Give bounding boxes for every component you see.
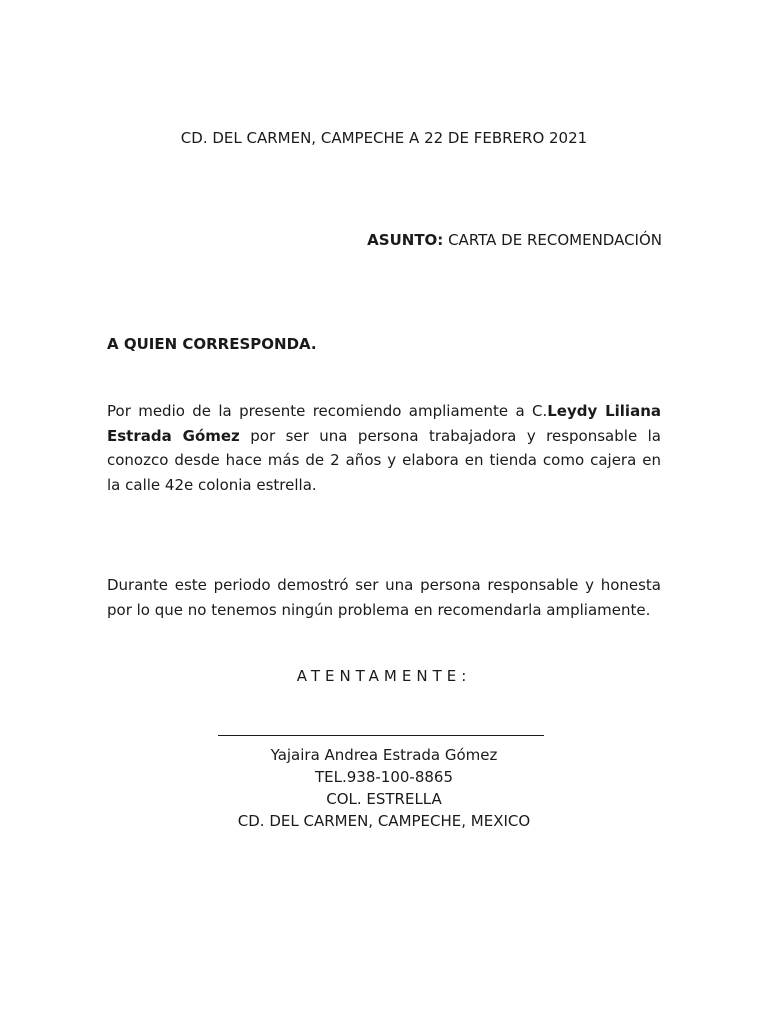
subject-label: ASUNTO: (367, 231, 444, 249)
salutation: A QUIEN CORRESPONDA. (107, 335, 317, 353)
signer-phone: TEL.938-100-8865 (314, 768, 454, 786)
signer-colony: COL. ESTRELLA (326, 790, 442, 808)
signer-name: Yajaira Andrea Estrada Gómez (270, 746, 498, 764)
paragraph-conduct: Durante este periodo demostró ser una persona responsable y honesta por lo que no tenemos ningún problema en recomendarla ampliamente. (107, 576, 661, 619)
signature-line (218, 734, 544, 736)
subject-text: CARTA DE RECOMENDACIÓN (443, 231, 662, 249)
subject-line (367, 230, 662, 250)
paragraph1-intro: Por medio de la presente recomiendo ampliamente a C. (107, 402, 548, 420)
closing: ATENTAMENTE: (296, 667, 472, 685)
signer-city: CD. DEL CARMEN, CAMPECHE, MEXICO (237, 812, 531, 830)
paragraph-recommendation (107, 399, 661, 497)
paragraph1-rest: por ser una persona trabajadora y responsable la conozco desde hace más de 2 años y elabora en tienda como cajera en la calle 42e colonia estrella. (107, 426, 661, 494)
recommended-person-name: Leydy Liliana Estrada Gómez (107, 402, 661, 445)
date-line: CD. DEL CARMEN, CAMPECHE A 22 DE FEBRERO 2021 (180, 129, 588, 147)
signature-block (0, 734, 768, 832)
